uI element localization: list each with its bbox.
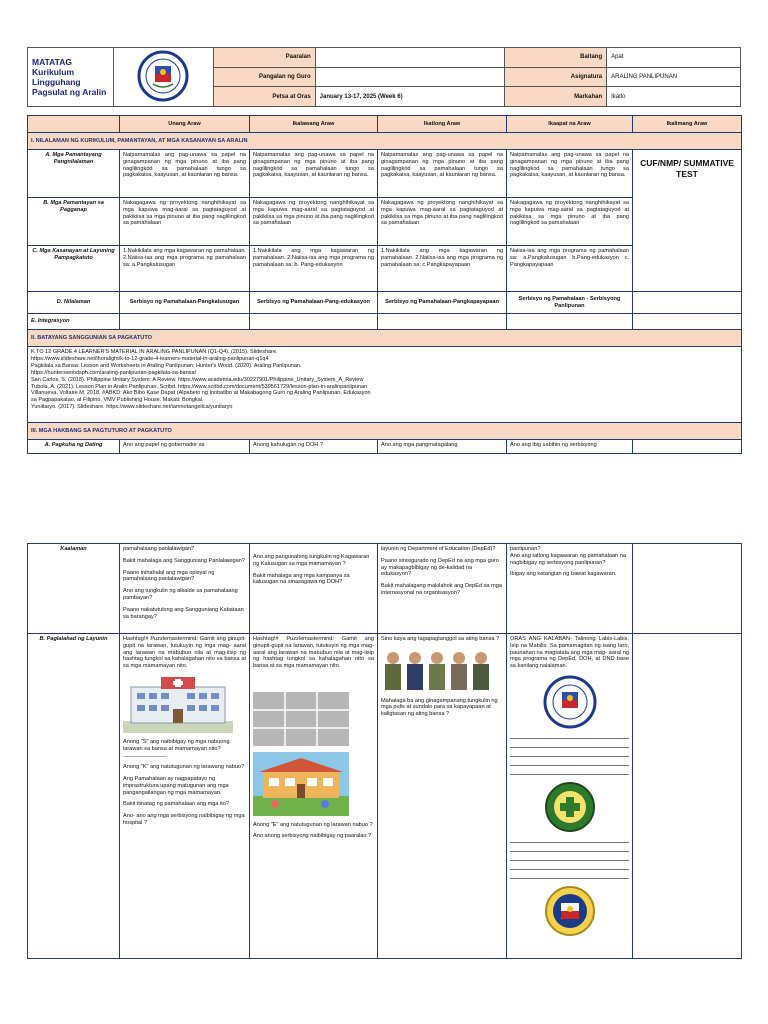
kaalaman-cell-2 [250,544,378,634]
lesson-grid-page1 [27,115,742,454]
cell: 1.Nakikilala ang mga kagawaran ng pamahalaan. 2.Naiisa-isa ang mga programa ng pamahalaan sa: c.Pangkapayapaan [378,246,507,292]
header-table [27,47,741,107]
cell: Serbisyo ng Pamahalaan-Pang-edukasyon [250,292,378,314]
fifth-day-cell [633,150,742,292]
doh-seal-icon [544,781,596,833]
reference-line[interactable]: https://www.slideshare.net/lhoralight/k-to-12-grade-4-learners-material-in-araling-panlipunan-q1q4 [31,355,269,362]
reference-line: San Carlos, S. (2018). Philippine Unitary System: A Review. https://www.academia.edu/30227901/Philippine_Unitary_System_A_Review [31,376,364,383]
baitang-label: Baitang [505,48,607,68]
cell [633,292,742,314]
school-image [253,752,374,819]
row-label-pagkuha-ng-dating: A. Pagkuha ng Dating [28,440,120,454]
row-label-kasanayan: C. Mga Kasanayan at Layuning Pampagkatuto [28,246,120,292]
reference-line: Tubola, A. (2021). Lesson Plan in Aralin Panlipunan. Scribd. https://www.scribd.com/document/539561729/lesson-plan-in-aralinpanlipunan [31,383,368,390]
markahan-field[interactable]: Ikatlo [607,87,741,107]
cell: Serbisyo ng Pamahalaan-Pangkapayapaan [378,292,507,314]
cell: Anong kahulugan ng DOH ? [250,440,378,454]
question: Bakit mahalaga ang mga kampanya sa kalusugan na sinasagawa ng DOH? [253,572,350,586]
question: Paano sinisiguradо ng DepEd na ang mga guro ay makapagbibigay ng de-kalidad na edukasyon? [381,557,499,578]
baitang-field[interactable]: Apat [607,48,741,68]
cell [633,440,742,454]
cell: Nakagagawa ng proyektong nanghihikayat sa mga kapuwa mag-aaral sa pagtataguyod at pakikiisa sa mga pinuno at iba pang naglilingkod sa pamahalaan [378,198,507,246]
reference-line[interactable]: https://hunterswoodsph.com/araling-panlipunan-pagkilala-sa-bansa/ [31,369,197,376]
cell: Naipamamalas ang pag-unawa sa papel na ginagampanan ng mga pinuno at iba pang naglilingkod sa pamahalaan tungo sa pagkakaisa, kaayusan, at kaunlaran ng bansa. [507,150,633,198]
cell: Ano ang mga pangmatagalang [378,440,507,454]
deped-logo [113,48,213,107]
guro-label: Pangalan ng Guro [213,67,315,87]
layunin-cell-4 [507,634,633,959]
dnd-seal [510,885,629,940]
question: Sino kaya ang tagapagtanggol sa ating bansa ? [381,636,500,642]
section-2-title: II. BATAYANG SANGGUNIAN SA PAGKATUTO [28,330,742,347]
page-title: MATATAG Kurikulum Lingguhang Pagsulat ng Aralin [28,48,114,107]
kaalaman-cell-4 [507,544,633,634]
reference-line: Yuniitaryo. (2017). Slideshare. https://www.slideshare.net/iamnotangelica/yunitaryo [31,404,233,411]
asignatura-label: Asignatura [505,67,607,87]
lesson-grid-page2 [27,543,742,959]
day-header-4: Ikaapat na Araw [507,116,633,133]
reference-line: Villanueva, Voltaire M. 2018. #ABKD: Ako Bibo Kase Dapat (Alpabeto ng Inobatibo at Makabagong Guro ng Araling Panlipunan, Edukasyon [31,390,371,397]
cell: Serbisyo ng Pamahalaan - Serbisyong Panlipunan [507,292,633,314]
question: Ang Pamahalaan ay nagpapatayo ng imprastruktura upang matugunan ang mga pangangailangan ng mga mamamayan. [123,775,229,796]
question: Bakit mahalaga ang Sangguniang Panlalawigan? [123,557,245,564]
day-header-1: Unang Araw [120,116,250,133]
day-header-3: Ikatlong Araw [378,116,507,133]
question: Anong "E" ang natutugunan ng larawan nabuo ? [253,821,373,828]
cell: Naipamamalas ang pag-unawa sa papel na ginagampanan ng mga pinuno at iba pang naglilingkod sa pamahalaan tungo sa pagkakaisa, kaayusan, at kaunlaran ng bansa. [250,150,378,198]
layunin-cell-3 [378,634,507,959]
section-1-title: I. NILALAMAN NG KURIKULUM, PAMANTAYAN, AT MGA KASANAYAN SA ARALIN [28,133,742,150]
question: Mahalaga ba ang ginagampanang tungkulin ng mga pulis at sundalo para sa kapayapaan at kaligtasan ng ating bansa ? [381,697,498,718]
guro-field[interactable] [315,67,505,87]
day-header-5: Ikalimang Araw [633,116,742,133]
question: Ano- ano ang mga serbisyong naibibigay ng mga hospital ? [123,813,245,826]
cell: Ano ang papel ng gobernador sa [120,440,250,454]
references-cell [28,347,742,423]
kaalaman-cell-3 [378,544,507,634]
question: Bakit itinatag ng pamahalaan ang mga ito? [123,801,230,808]
cell [120,314,250,330]
cell [250,314,378,330]
question: pamahalaang panlalawigan? [123,546,195,552]
cell [633,544,742,634]
row-label-integrasyon: E. Integrasyon [28,314,120,330]
question: layunin ng Department of Education (DepEd)? [381,546,496,552]
cell [378,314,507,330]
layunin-cell-2 [250,634,378,959]
question: Paano nakatutulong ang Sangguniang Kabataan sa barangay? [123,606,244,620]
activity-intro: ORAS ANG KALABAN- Talinong Labis-Labis, Isip na Mabilis: Sa pamamagitan ng isang laro, paunahan na magtatala ang mga mag- aaral ng mga programa ng DepEd, DOH, at DND base sa kanilang nalalaman. [510,636,629,670]
cell: Serbisyo ng Pamahalaan-Pangkalusugan [120,292,250,314]
cell: 1.Nakikilala ang mga kagawaran ng pamahalaan. 2.Naiisa-isa ang mga programa ng pamahalaan sa: b. Pang-edukasyon [250,246,378,292]
defenders-image [381,648,503,695]
deped-seal-icon [543,675,597,729]
doh-seal [510,781,629,836]
cell: Nakagagawa ng proyektong nanghihikayat sa mga kapuwa mag-aaral sa pagtataguyod at pakikiisa sa mga pinuno at iba pang naglilingkod sa pamahalaan [250,198,378,246]
hospital-image [123,675,246,736]
cell [633,634,742,959]
kaalaman-cell-1 [120,544,250,634]
cell: Nakagagawa ng proyektong nanghihikayat sa mga kapuwa mag-aaral sa pagtataguyod at pakikiisa sa mga pinuno at iba pang naglilingkod sa pamahalaan [120,198,250,246]
question: Ano ang tungkulin ng alkalde sa pamahalaang pambayan? [123,588,238,601]
cell [633,314,742,330]
cell: Ano ang ibig sabihin ng serbisyong [507,440,633,454]
row-label-nilalaman: D. Nilalaman [28,292,120,314]
asignatura-field[interactable]: ARALING PANLIPUNAN [607,67,741,87]
question: Anong "K" ang natutugunan ng larawang nabuo? [123,764,245,771]
cell: Nakagagawa ng proyektong nanghihikayat sa mga kapuwa mag-aaral sa pagtataguyod at pakikiisa sa mga pinuno at iba pang naglilingkod sa pamahalaan [507,198,633,246]
markahan-label: Markahan [505,87,607,107]
corner-cell [28,116,120,133]
paaralan-field[interactable] [315,48,505,68]
cell: Naipamamalas ang pag-unawa sa papel na ginagampanan ng mga pinuno at iba pang naglilingkod sa pamahalaan tungo sa pagkakaisa, kaayusan, at kaunlaran ng bansa. [378,150,507,198]
deped-seal [510,675,629,732]
row-label-pamantayang-pangnilalaman: A. Mga Pamantayang Pangnilalaman [28,150,120,198]
cell: Naiisa-isa ang mga programa ng pamahalaan sa: a.Pangkalusugan b.Pang-edukasyon c. Pangkapayapaan [507,246,633,292]
summative-test-label: CUF/NMP/ SUMMATIVE TEST [640,158,734,179]
question: panlipunan? [510,546,541,552]
section-3-title: III. MGA HAKBANG SA PAGTUTURO AT PAGKATUTO [28,423,742,440]
question: Ano ang pangunahing tungkulin ng Kagawaran ng Kalusugan sa mga mamamayan ? [253,554,370,567]
paaralan-label: Paaralan [213,48,315,68]
activity-intro: Hashtag!# Puzzlemastermind: Gamit ang ginupit-gupit na larawan, tutukuyin ng mga mag- aaral ang larawan na mabubuo nila at mag-iisip ng hashtag tungkol sa kahalagahan nito sa bansa at sa mga mamamayan nito. [253,636,374,670]
reference-line: Pagkilala sa Bansa: Lesson and Worksheets in Araling Panlipunan: Hunter's Wood. (2020). Araling Panlipunan. [31,362,302,369]
puzzle-grid-image [253,692,374,749]
question: Paano inihahalal ang mga opisyal ng pamahalaang panlalawigan? [123,569,215,583]
day-header-2: Ikalawang Araw [250,116,378,133]
row-label-paglalahad-ng-layunin: B. Paglalahad ng Layunin [28,634,120,959]
cell: 1.Nakikilala ang mga kagawaran ng pamahalaan. 2.Naiisa-isa ang mga programa ng pamahalaan sa: a.Pangkalusugan [120,246,250,292]
reference-line: sa Pagpapakatao, at Filipino. VMV Publishing House. Makati: Bongkal. [31,397,204,404]
layunin-cell-1 [120,634,250,959]
petsa-label: Petsa at Oras [213,87,315,107]
question: Ano ang tatlong kagawaran ng pamahalaan na nagbibigay ng serbisyong panlipunan? [510,552,627,566]
dnd-seal-icon [544,885,596,937]
cell: Naipamamalas ang pag-unawa sa papel na ginagampanan ng mga pinuno at iba pang naglilingkod sa pamahalaan tungo sa pagkakaisa, kaayusan, at kaunlaran ng bansa. [120,150,250,198]
question: Anong "S" ang naibibigay ng mga nabuong larawan sa bansa at mamamayan nito? ______________ [123,738,230,759]
reference-line: K TO 12 GRADE 4 LEARNER'S MATERIAL IN ARALING PANLIPUNAN (Q1-Q4). (2015). Slideshare. [31,349,278,355]
question: Ano anong serbisyong naibibigay ng paaralan ? [253,833,372,840]
activity-intro: Hashtag!# Puzzlemastermind: Gamit ang ginupit-gupit na larawan, tutukuyin ng mga mag- aaral ang larawan na mabubuo nila at mag-iisip ng hashtag tungkol sa kahalagahan nito sa bansa at sa mga mamamayan nito. [123,636,246,670]
deped-seal-icon [135,50,191,102]
row-label-kaalaman: Kaalaman [28,544,120,634]
petsa-field[interactable]: January 13-17, 2025 (Week 6) [315,87,505,107]
cell [507,314,633,330]
question: Bakit mahalagang makilahok ang DepEd sa mga internasyonal na organisasyon? [381,583,502,596]
row-label-pamantayan-sa-pagganap: B. Mga Pamantayan sa Pagganap [28,198,120,246]
question: Ibigay ang katangian ng bawat kagawaran. [510,571,617,578]
